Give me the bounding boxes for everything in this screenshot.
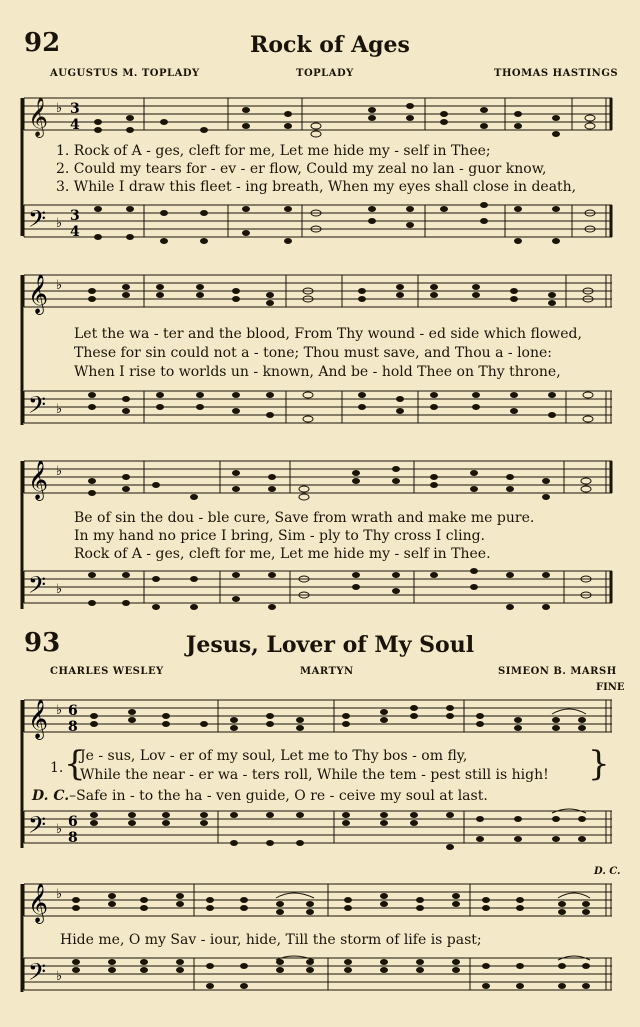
hymn-number: 93 xyxy=(24,628,61,658)
verse-line: 1. Rock of A - ges, cleft for me, Let me hide my - self in Thee; xyxy=(56,143,491,159)
verse-line: In my hand no price I bring, Sim - ply to Thy cross I cling. xyxy=(74,528,485,544)
verse-brace-right: } xyxy=(588,744,610,784)
verse-line: These for sin could not a - tone; Thou must save, and Thou a - lone: xyxy=(74,345,552,361)
svg-text:♭: ♭ xyxy=(56,969,63,984)
svg-text:𝄞: 𝄞 xyxy=(28,699,49,739)
verse-line: When I rise to worlds un - known, And be - hold Thee on Thy throne, xyxy=(74,364,561,380)
svg-text:4: 4 xyxy=(70,224,80,240)
svg-text:𝄞: 𝄞 xyxy=(28,97,49,137)
verse-line: Be of sin the dou - ble cure, Save from wrath and make me pure. xyxy=(74,510,535,526)
system-brace xyxy=(18,273,28,443)
note-heads xyxy=(94,103,560,137)
svg-text:4: 4 xyxy=(70,117,80,133)
dc-prefix: D. C. xyxy=(32,788,70,804)
svg-text:3: 3 xyxy=(70,101,80,117)
svg-text:8: 8 xyxy=(68,719,78,735)
treble-staff xyxy=(0,876,640,936)
dc-line xyxy=(32,788,488,804)
svg-text:𝄢: 𝄢 xyxy=(28,571,47,604)
svg-text:6: 6 xyxy=(68,814,78,830)
svg-text:𝄞: 𝄞 xyxy=(28,460,49,500)
dc-lyric: –Safe in - to the ha - ven guide, O re - ceive my soul at last. xyxy=(69,788,488,804)
bass-staff xyxy=(0,563,640,623)
verse-line: 3. While I draw this fleet - ing breath, When my eyes shall close in death, xyxy=(56,179,577,195)
svg-text:𝄢: 𝄢 xyxy=(28,958,47,991)
svg-text:♭: ♭ xyxy=(56,703,63,718)
bass-staff xyxy=(0,383,640,443)
bass-staff xyxy=(0,197,640,257)
system-brace xyxy=(18,96,28,256)
svg-text:♭: ♭ xyxy=(56,101,63,116)
hymn-title: Rock of Ages xyxy=(250,32,410,58)
fine-marker: FINE xyxy=(596,682,625,693)
verse-line: Let the wa - ter and the blood, From Thy wound - ed side which flowed, xyxy=(74,326,582,342)
hymn-title: Jesus, Lover of My Soul xyxy=(185,632,475,658)
bass-staff xyxy=(0,803,640,863)
hymn-number: 92 xyxy=(24,28,61,58)
svg-text:♭: ♭ xyxy=(56,822,63,837)
svg-text:♭: ♭ xyxy=(56,216,63,231)
svg-text:♭: ♭ xyxy=(56,887,63,902)
verse-line: While the near - er wa - ters roll, While the tem - pest still is high! xyxy=(80,767,549,783)
system-brace xyxy=(18,698,28,868)
verse-line: Je - sus, Lov - er of my soul, Let me to Thy bos - om fly, xyxy=(80,748,468,764)
composer-credit: SIMEON B. MARSH xyxy=(498,666,617,677)
tune-name: MARTYN xyxy=(300,666,354,677)
verse-line: 2. Could my tears for - ev - er flow, Could my zeal no lan - guor know, xyxy=(56,161,547,177)
verse-number: 1. xyxy=(50,760,64,776)
svg-text:𝄢: 𝄢 xyxy=(28,391,47,424)
svg-text:3: 3 xyxy=(70,208,80,224)
tune-name: TOPLADY xyxy=(296,68,354,79)
svg-text:♭: ♭ xyxy=(56,464,63,479)
verse-line: Hide me, O my Sav - iour, hide, Till the storm of life is past; xyxy=(60,932,482,948)
svg-text:♭: ♭ xyxy=(56,582,63,597)
lyricist-credit: CHARLES WESLEY xyxy=(50,666,164,677)
svg-text:𝄞: 𝄞 xyxy=(28,274,49,314)
composer-credit: THOMAS HASTINGS xyxy=(494,68,619,79)
svg-text:𝄢: 𝄢 xyxy=(28,811,47,844)
treble-staff xyxy=(0,90,640,150)
system-brace xyxy=(18,882,28,1022)
svg-text:♭: ♭ xyxy=(56,278,63,293)
dc-marker: D. C. xyxy=(594,866,621,877)
verse-brace-left: { xyxy=(64,744,86,784)
svg-text:𝄞: 𝄞 xyxy=(28,883,49,923)
bass-staff xyxy=(0,950,640,1010)
treble-staff xyxy=(0,453,640,513)
system-brace xyxy=(18,459,28,629)
lyricist-credit: AUGUSTUS M. TOPLADY xyxy=(50,68,200,79)
svg-text:6: 6 xyxy=(68,703,78,719)
verse-line: Rock of A - ges, cleft for me, Let me hide my - self in Thee. xyxy=(74,546,491,562)
treble-staff xyxy=(0,267,640,327)
svg-text:𝄢: 𝄢 xyxy=(28,205,47,238)
svg-text:8: 8 xyxy=(68,830,78,846)
svg-text:♭: ♭ xyxy=(56,402,63,417)
treble-staff xyxy=(0,692,640,752)
